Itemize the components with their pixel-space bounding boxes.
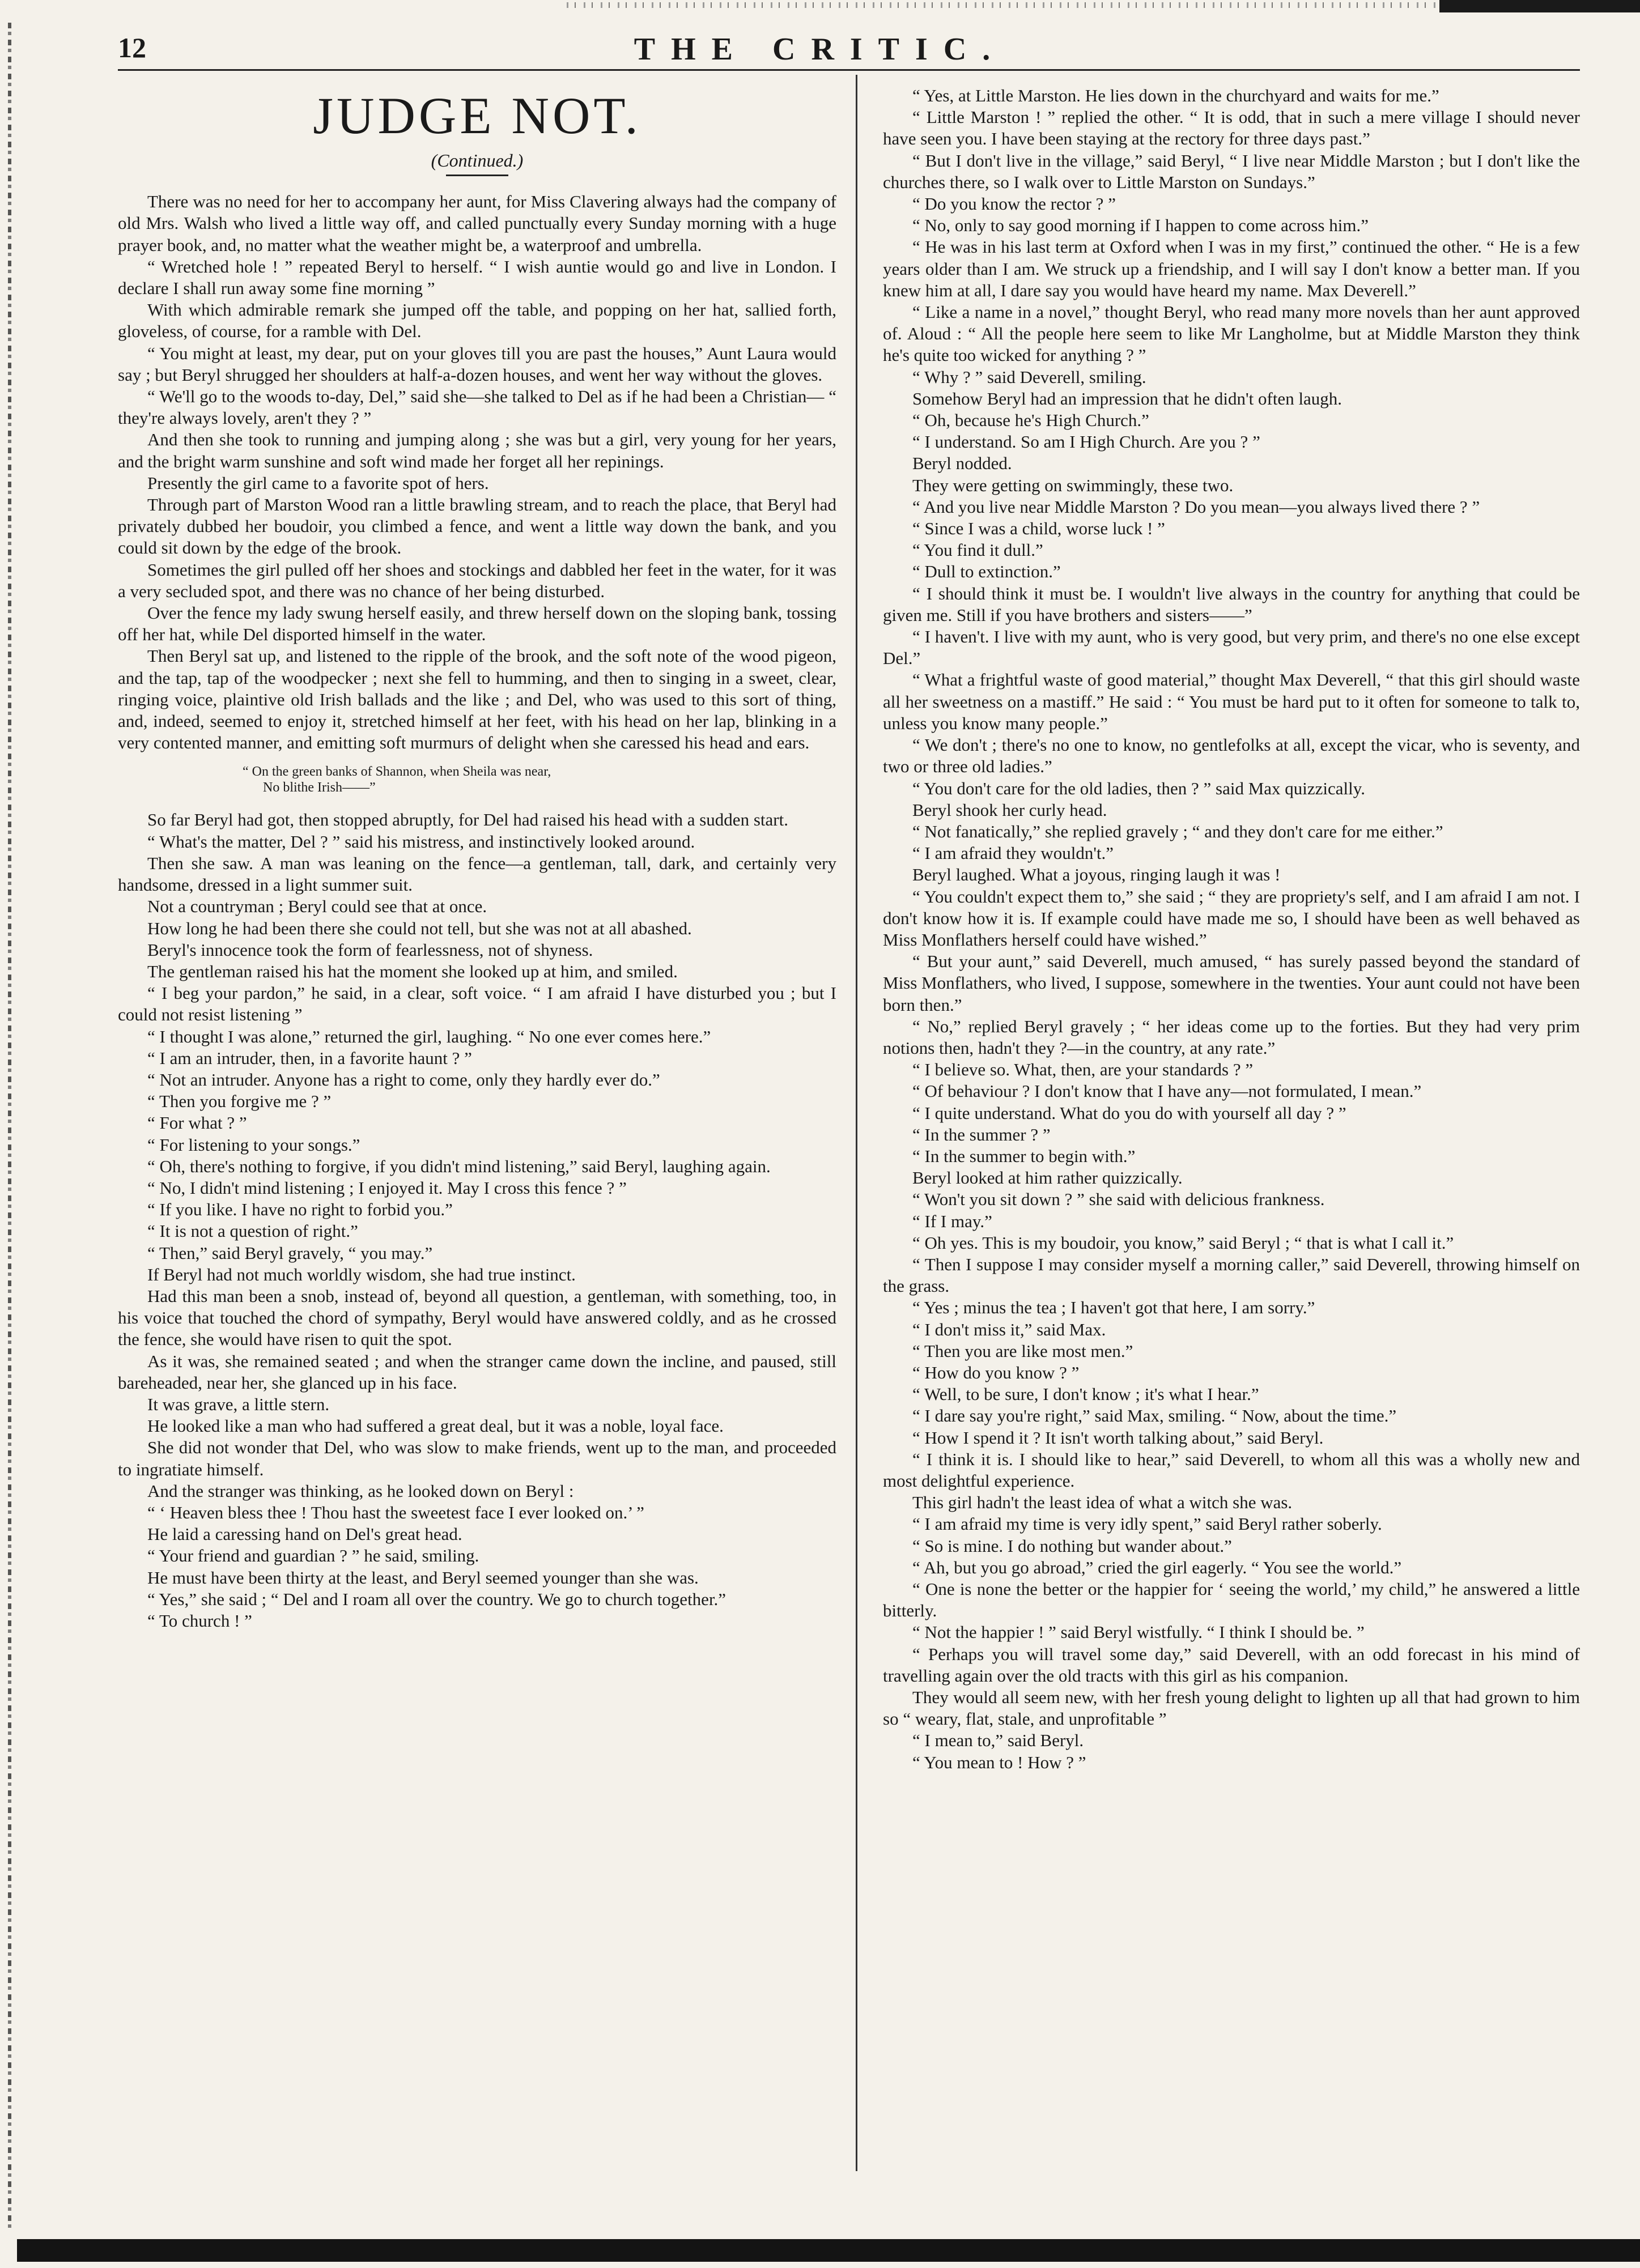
article-paragraph: “ Why ? ” said Deverell, smiling. [912, 367, 1146, 387]
article-paragraph: “ If I may.” [912, 1211, 992, 1231]
article-paragraph: Had this man been a snob, instead of, beyond all question, a gentleman, with something, too, in his voice that touched the chord of sympathy, Beryl would have answered coldly, and as he crossed the fence, she would have risen to quit the spot. [118, 1286, 836, 1350]
article-paragraph: “ What's the matter, Del ? ” said his mistress, and instinctively looked around. [147, 831, 695, 852]
article-paragraph: “ No, only to say good morning if I happen to come across him.” [912, 215, 1369, 236]
article-paragraph: “ How do you know ? ” [912, 1362, 1080, 1382]
article-paragraph: “ You couldn't expect them to,” she said ; “ they are propriety's self, and I am afraid I am not. I don't know how it is. If example could have made me so, I should have been as well behaved as Miss Monflathers herself could have wished.” [883, 886, 1580, 950]
article-paragraph: “ You mean to ! How ? ” [912, 1752, 1086, 1772]
article-paragraph: “ Since I was a child, worse luck ! ” [912, 518, 1165, 539]
article-paragraph: The gentleman raised his hat the moment she looked up at him, and smiled. [147, 961, 678, 981]
article-paragraph: Presently the girl came to a favorite spot of hers. [147, 473, 489, 493]
article-paragraph: “ Yes ; minus the tea ; I haven't got that here, I am sorry.” [912, 1297, 1315, 1318]
article-paragraph: “ To church ! ” [147, 1611, 252, 1631]
article-paragraph: “ I don't miss it,” said Max. [912, 1319, 1106, 1339]
article-paragraph: “ Do you know the rector ? ” [912, 194, 1116, 214]
article-paragraph: “ He was in his last term at Oxford when I was in my first,” continued the other. “ He is a few years older than I am. We struck up a friendship, and I will say I don't know a better man. If you knew him at all, I dare say you would have heard my name. Max Deverell.” [883, 237, 1580, 300]
article-paragraph: “ I thought I was alone,” returned the girl, laughing. “ No one ever comes here.” [147, 1026, 711, 1046]
article-paragraph: She did not wonder that Del, who was slow to make friends, went up to the man, and proceeded to ingratiate himself. [118, 1437, 836, 1479]
article-paragraph: “ No,” replied Beryl gravely ; “ her ideas come up to the forties. But they had very prim notions then, hadn't they ?—in the country, at any rate.” [883, 1016, 1580, 1058]
article-paragraph: “ Perhaps you will travel some day,” said Deverell, with an odd forecast in his mind of travelling again over the old tracts with this girl as his companion. [883, 1644, 1580, 1686]
article-paragraph: Beryl nodded. [912, 453, 1012, 474]
article-paragraph: “ I quite understand. What do you do with yourself all day ? ” [912, 1103, 1346, 1123]
article-paragraph: “ But your aunt,” said Deverell, much amused, “ has surely passed beyond the standard of Miss Monflathers, who lived, I suppose, somewhere in the twenties. Your aunt could not have been born then.” [883, 951, 1580, 1015]
article-paragraph: “ I am afraid they wouldn't.” [912, 843, 1114, 863]
article-paragraph: “ Ah, but you go abroad,” cried the girl eagerly. “ You see the world.” [912, 1557, 1402, 1577]
article-paragraph: They were getting on swimmingly, these two. [912, 475, 1234, 495]
article-paragraph: This girl hadn't the least idea of what a witch she was. [912, 1492, 1293, 1513]
article-paragraph: “ Well, to be sure, I don't know ; it's what I hear.” [912, 1384, 1259, 1405]
article-paragraph: “ I am an intruder, then, in a favorite haunt ? ” [147, 1048, 472, 1068]
article-paragraph: “ No, I didn't mind listening ; I enjoyed it. May I cross this fence ? ” [147, 1177, 627, 1198]
page-binding-edge [8, 23, 11, 2232]
article-paragraph: “ Not the happier ! ” said Beryl wistfully. “ I think I should be. ” [912, 1622, 1365, 1643]
right-column [883, 85, 1580, 1773]
article-paragraph: As it was, she remained seated ; and when the stranger came down the incline, and paused, still bareheaded, near her, she glanced up in his face. [118, 1351, 836, 1393]
article-paragraph: “ Yes,” she said ; “ Del and I roam all over the country. We go to church together.” [147, 1589, 726, 1609]
article-paragraph: If Beryl had not much worldly wisdom, she had true instinct. [147, 1264, 576, 1284]
article-paragraph: Not a countryman ; Beryl could see that at once. [147, 896, 487, 917]
article-paragraph: “ Little Marston ! ” replied the other. “ It is odd, that in such a mere village I should never have seen you. I have been staying at the rectory for three days past.” [883, 107, 1580, 149]
article-paragraph: Sometimes the girl pulled off her shoes and stockings and dabbled her feet in the water, for it was a very secluded spot, and there was no chance of her being disturbed. [118, 559, 836, 601]
page-header [0, 31, 1640, 65]
article-paragraph: “ We don't ; there's no one to know, no gentlefolks at all, except the vicar, who is seventy, and two or three old ladies.” [883, 735, 1580, 777]
article-paragraph: Then she saw. A man was leaning on the fence—a gentleman, tall, dark, and certainly very handsome, dressed in a light summer suit. [118, 853, 836, 895]
article-paragraph: “ I beg your pardon,” he said, in a clear, soft voice. “ I am afraid I have disturbed you ; but I could not resist listening ” [118, 983, 836, 1025]
article-paragraph: Beryl shook her curly head. [912, 799, 1107, 820]
article-paragraph: “ Then you are like most men.” [912, 1341, 1133, 1361]
article-paragraph: He laid a caressing hand on Del's great head. [147, 1524, 462, 1544]
article-paragraph: “ But I don't live in the village,” said Beryl, “ I live near Middle Marston ; but I don't like the churches there, so I walk over to Little Marston on Sundays.” [883, 150, 1580, 192]
left-column [118, 84, 836, 1632]
article-paragraph: There was no need for her to accompany her aunt, for Miss Clavering always had the company of old Mrs. Walsh who lived a little way off, and called punctually every Sunday morning with a huge prayer book, and, no matter what the weather might be, a waterproof and umbrella. [118, 192, 836, 255]
article-paragraph: “ In the summer to begin with.” [912, 1146, 1136, 1166]
article-paragraph: So far Beryl had got, then stopped abruptly, for Del had raised his head with a sudden start. [147, 810, 788, 830]
article-paragraph: “ Your friend and guardian ? ” he said, smiling. [147, 1546, 479, 1566]
title-rule [446, 175, 508, 176]
scan-bottom-bar [17, 2239, 1640, 2262]
verse-quote [118, 764, 836, 795]
article-paragraph: Then Beryl sat up, and listened to the ripple of the brook, and the soft note of the wood pigeon, and the tap, tap of the woodpecker ; next she fell to humming, and then to singing in a sweet, clear, ringing voice, plaintive old Irish ballads and the like ; and Del, who was used to this sort of thing, and, indeed, seemed to enjoy it, stretched himself at her feet, with his head on her lap, blinking in a very contented manner, and emitting soft murmurs of delight when she caressed his head and ears. [118, 646, 836, 753]
article-paragraph: Beryl laughed. What a joyous, ringing laugh it was ! [912, 865, 1281, 885]
article-paragraph: He must have been thirty at the least, and Beryl seemed younger than she was. [147, 1567, 699, 1588]
article-paragraph: “ If you like. I have no right to forbid you.” [147, 1199, 453, 1220]
article-paragraph: Over the fence my lady swung herself easily, and threw herself down on the sloping bank, tossing off her hat, while Del disported himself in the water. [118, 603, 836, 645]
article-paragraph: They would all seem new, with her fresh young delight to lighten up all that had grown to him so “ weary, flat, stale, and unprofitable ” [883, 1687, 1580, 1729]
article-paragraph: “ One is none the better or the happier for ‘ seeing the world,’ my child,” he answered a little bitterly. [883, 1579, 1580, 1621]
article-paragraph: “ Won't you sit down ? ” she said with delicious frankness. [912, 1189, 1325, 1210]
article-paragraph: “ And you live near Middle Marston ? Do you mean—you always lived there ? ” [912, 496, 1480, 517]
article-paragraph: How long he had been there she could not tell, but she was not at all abashed. [147, 918, 692, 938]
article-paragraph: “ How I spend it ? It isn't worth talking about,” said Beryl. [912, 1427, 1324, 1448]
article-paragraph: “ I am afraid my time is very idly spent,” said Beryl rather soberly. [912, 1514, 1382, 1534]
page-number: 12 [118, 32, 146, 63]
scan-corner-bar [1439, 0, 1640, 12]
article-paragraph: “ Then you forgive me ? ” [147, 1091, 332, 1112]
verse-line: “ On the green banks of Shannon, when Sheila was near, [243, 764, 551, 780]
right-body [883, 85, 1580, 1773]
article-paragraph: Through part of Marston Wood ran a little brawling stream, and to reach the place, that Beryl had privately dubbed her boudoir, you climbed a fence, and went a little way down the bank, and you could sit down by the edge of the brook. [118, 495, 836, 558]
article-paragraph: “ I believe so. What, then, are your standards ? ” [912, 1059, 1254, 1080]
article-paragraph: Beryl's innocence took the form of fearlessness, not of shyness. [147, 939, 593, 960]
article-paragraph: “ Oh yes. This is my boudoir, you know,” said Beryl ; “ that is what I call it.” [912, 1232, 1454, 1253]
article-paragraph: “ Then,” said Beryl gravely, “ you may.” [147, 1242, 433, 1263]
article-paragraph: “ What a frightful waste of good material,” thought Max Deverell, “ that this girl should waste all her sweetness on a mastiff.” He said : “ You must be hard put to it often for someone to talk to, unless you know many people.” [883, 670, 1580, 733]
article-paragraph: “ I dare say you're right,” said Max, smiling. “ Now, about the time.” [912, 1406, 1397, 1426]
article-paragraph: “ Oh, there's nothing to forgive, if you didn't mind listening,” said Beryl, laughing again. [147, 1156, 771, 1176]
article-paragraph: “ Oh, because he's High Church.” [912, 410, 1149, 431]
left-body-part-1 [118, 191, 836, 754]
article-paragraph: “ Of behaviour ? I don't know that I have any—not formulated, I mean.” [912, 1081, 1422, 1101]
verse-line: No blithe Irish——” [263, 780, 376, 795]
article-paragraph: “ You might at least, my dear, put on your gloves till you are past the houses,” Aunt Laura would say ; but Beryl shrugged her shoulders at half-a-dozen houses, and went her way without the gloves. [118, 343, 836, 385]
article-paragraph: And the stranger was thinking, as he looked down on Beryl : [147, 1480, 574, 1501]
article-paragraph: “ It is not a question of right.” [147, 1221, 358, 1241]
article-title: JUDGE NOT. [313, 87, 641, 144]
article-paragraph: “ Then I suppose I may consider myself a morning caller,” said Deverell, throwing himself on the grass. [883, 1254, 1580, 1296]
article-paragraph: “ I haven't. I live with my aunt, who is very good, but very prim, and there's no one else except Del.” [883, 627, 1580, 669]
article-paragraph: “ For listening to your songs.” [147, 1134, 360, 1155]
article-paragraph: “ I should think it must be. I wouldn't live always in the country for anything that could be given me. Still if you have brothers and sisters——” [883, 583, 1580, 625]
article-paragraph: “ In the summer ? ” [912, 1124, 1051, 1144]
article-paragraph: “ Not fanatically,” she replied gravely ; “ and they don't care for me either.” [912, 821, 1443, 841]
article-paragraph: “ You find it dull.” [912, 540, 1043, 560]
article-paragraph: “ Dull to extinction.” [912, 561, 1061, 582]
masthead: THE CRITIC. [634, 32, 1006, 67]
article-paragraph: “ We'll go to the woods to-day, Del,” said she—she talked to Del as if he had been a Christian— “ they're always lovely, aren't they ? ” [118, 386, 836, 428]
header-rule [118, 69, 1580, 71]
article-paragraph: “ Not an intruder. Anyone has a right to come, only they hardly ever do.” [147, 1069, 660, 1090]
article-paragraph: “ For what ? ” [147, 1113, 247, 1133]
article-paragraph: “ You don't care for the old ladies, then ? ” said Max quizzically. [912, 778, 1366, 798]
article-subtitle: (Continued.) [431, 150, 524, 171]
article-paragraph: “ I mean to,” said Beryl. [912, 1730, 1084, 1751]
article-paragraph: Somehow Beryl had an impression that he didn't often laugh. [912, 388, 1342, 409]
article-paragraph: And then she took to running and jumping along ; she was but a girl, very young for her years, and the bright warm sunshine and soft wind made her forget all her repinings. [118, 429, 836, 471]
article-paragraph: “ Wretched hole ! ” repeated Beryl to herself. “ I wish auntie would go and live in London. I declare I shall run away some fine morning ” [118, 256, 836, 299]
article-paragraph: “ ‘ Heaven bless thee ! Thou hast the sweetest face I ever looked on.’ ” [147, 1502, 644, 1522]
article-paragraph: “ I think it is. I should like to hear,” said Deverell, to whom all this was a wholly new and most delightful experience. [883, 1449, 1580, 1491]
article-paragraph: “ Like a name in a novel,” thought Beryl, who read many more novels than her aunt approved of. Aloud : “ All the people here seem to like Mr Langholme, but at Middle Marston they think he's quite too wicked for anything ? ” [883, 302, 1580, 365]
article-paragraph: He looked like a man who had suffered a great deal, but it was a noble, loyal face. [147, 1416, 724, 1436]
left-body-part-2 [118, 809, 836, 1632]
article-paragraph: It was grave, a little stern. [147, 1394, 330, 1414]
column-divider [856, 75, 857, 2171]
article-paragraph: “ I understand. So am I High Church. Are you ? ” [912, 432, 1260, 452]
article-paragraph: “ Yes, at Little Marston. He lies down in the churchyard and waits for me.” [912, 86, 1439, 105]
article-paragraph: With which admirable remark she jumped off the table, and popping on her hat, sallied forth, gloveless, of course, for a ramble with Del. [118, 300, 836, 342]
article-paragraph: “ So is mine. I do nothing but wander about.” [912, 1535, 1232, 1556]
article-paragraph: Beryl looked at him rather quizzically. [912, 1168, 1183, 1188]
